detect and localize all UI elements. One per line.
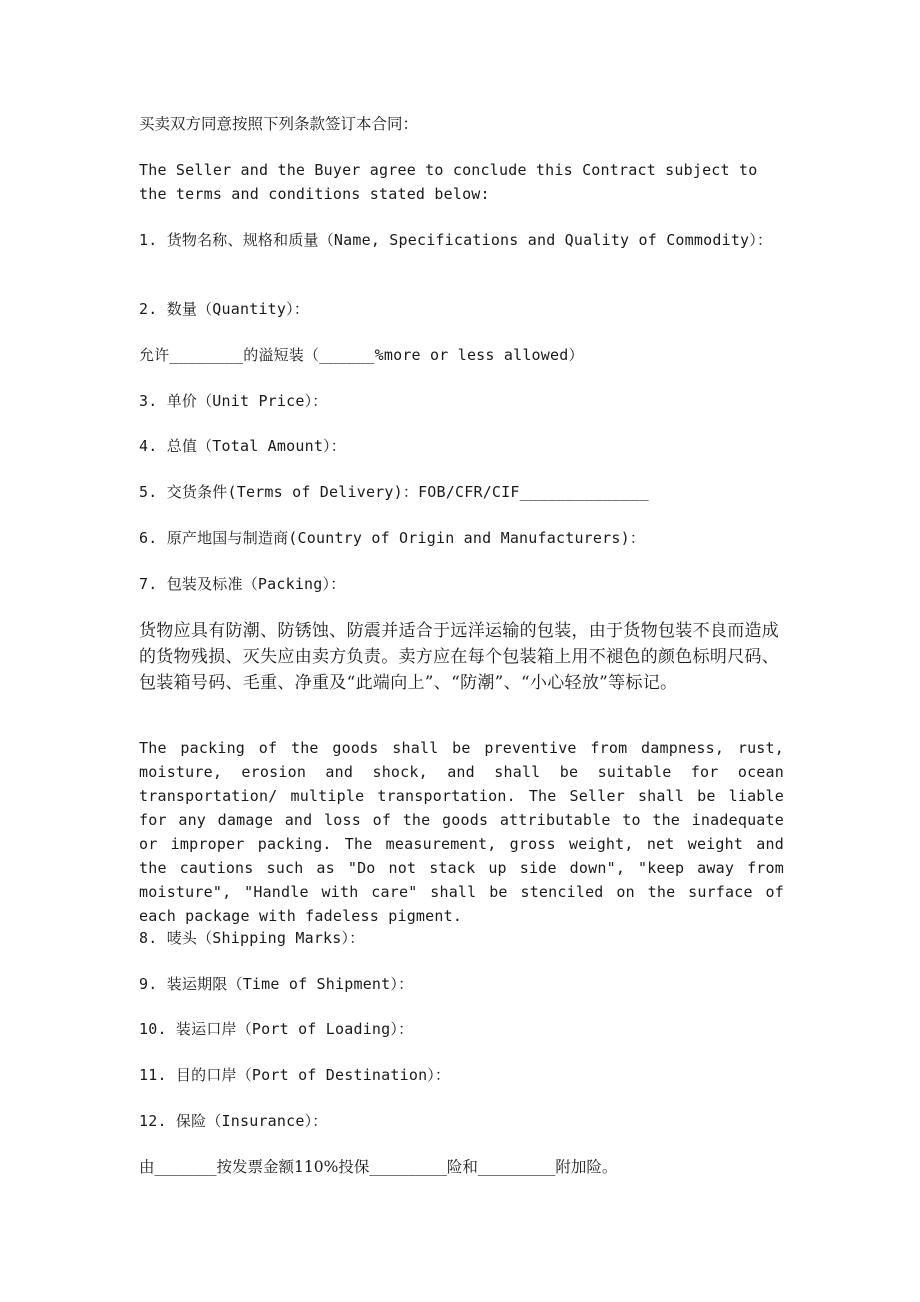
intro-english: The Seller and the Buyer agree to conclude this Contract subject to the terms and conditions stated below: bbox=[139, 161, 767, 203]
insurance-note: 由________按发票金额110%投保__________险和__________附加险。 bbox=[139, 1158, 618, 1176]
clause-2-quantity: 2. 数量（Quantity）： bbox=[139, 300, 310, 318]
clause-12-insurance: 12. 保险（Insurance）： bbox=[139, 1112, 328, 1130]
clause-9-time-of-shipment: 9. 装运期限（Time of Shipment）： bbox=[139, 975, 414, 993]
clause-1-commodity: 1. 货物名称、规格和质量（Name, Specifications and Quality of Commodity）： bbox=[139, 231, 773, 249]
clause-10-port-of-loading: 10. 装运口岸（Port of Loading）： bbox=[139, 1020, 414, 1038]
clause-2-tolerance-note: 允许________的溢短装（______%more or less allowed） bbox=[139, 346, 584, 364]
intro-chinese: 买卖双方同意按照下列条款签订本合同： bbox=[139, 115, 419, 133]
clause-6-origin: 6. 原产地国与制造商(Country of Origin and Manufacturers)： bbox=[139, 529, 646, 547]
clause-4-total-amount: 4. 总值（Total Amount）： bbox=[139, 437, 346, 455]
clause-5-delivery-terms: 5. 交货条件(Terms of Delivery)：FOB/CFR/CIF______________ bbox=[139, 483, 649, 501]
packing-english-text: The packing of the goods shall be preventive from dampness, rust, moisture, erosion and shock, and shall be suitable for ocean transportation/ multiple transportation. The Seller shall be liable for any damage and loss of the goods attributable to the inadequate or improper packing. The measurement, gross weight, net weight and the cautions such as "Do not stack up side down", "keep away from moisture", "Handle with care" shall be stenciled on the surface of each package with fadeless pigment. bbox=[139, 739, 794, 925]
clause-8-shipping-marks: 8. 唛头（Shipping Marks）： bbox=[139, 929, 365, 947]
clause-3-unit-price: 3. 单价（Unit Price）： bbox=[139, 392, 328, 410]
clause-11-port-of-destination: 11. 目的口岸（Port of Destination）： bbox=[139, 1066, 451, 1084]
clause-7-packing: 7. 包装及标准（Packing）： bbox=[139, 575, 346, 593]
packing-chinese-text: 货物应具有防潮、防锈蚀、防震并适合于远洋运输的包装，由于货物包装不良而造成的货物残损、灭失应由卖方负责。卖方应在每个包装箱上用不褪色的颜色标明尺码、包装箱号码、毛重、净重及“此端向上”、“防潮”、“小心轻放”等标记。 bbox=[139, 621, 780, 693]
